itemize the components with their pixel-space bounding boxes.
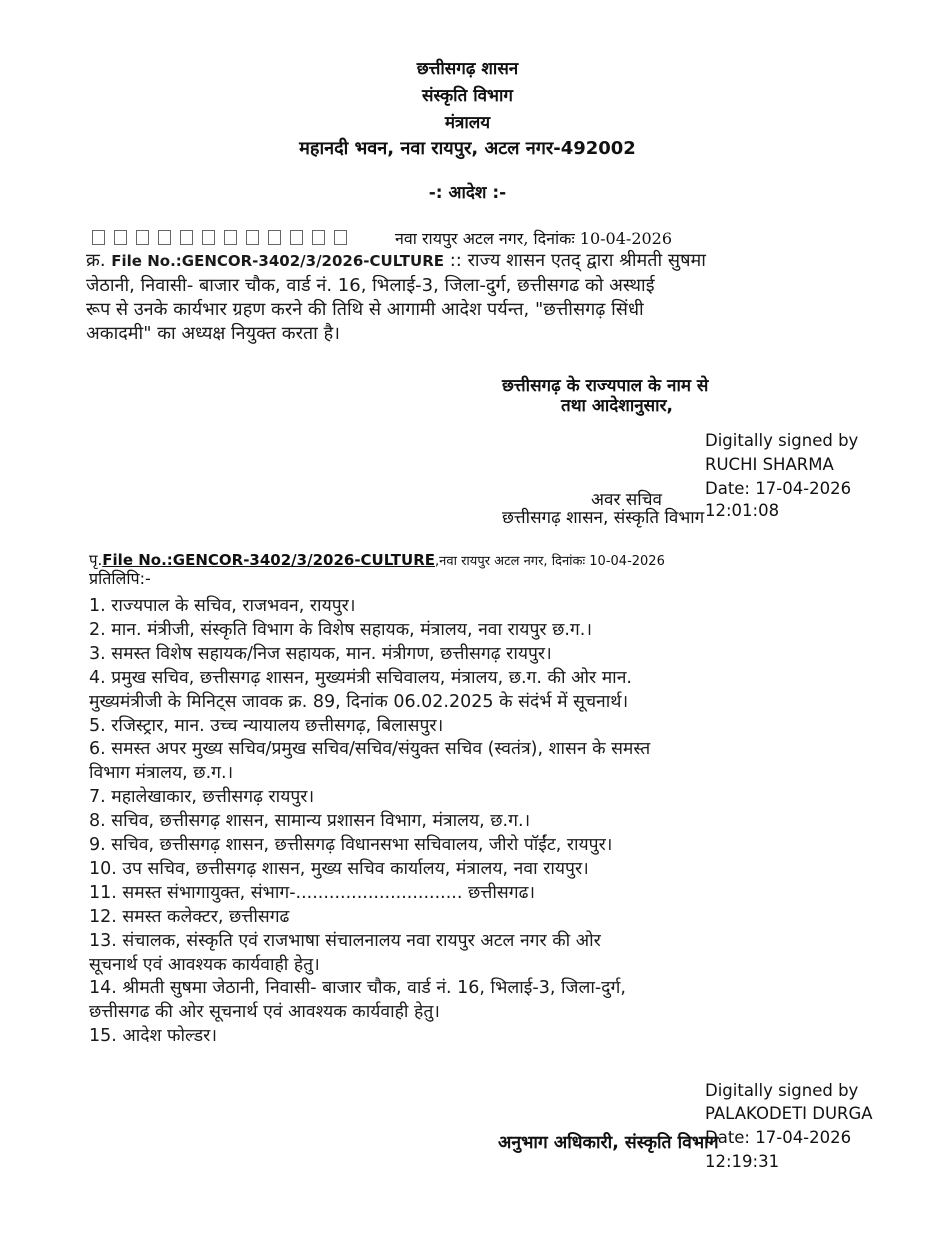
copy-ref-prefix: पृ. [89,551,103,569]
header-department: संस्कृति विभाग [422,86,513,106]
signature2-name: PALAKODETI DURGA [705,1104,873,1123]
authority-line-1: छत्तीसगढ़ के राज्यपाल के नाम से [502,376,709,396]
missing-glyph-box [312,230,325,245]
copy-list-line: 9. सचिव, छत्तीसगढ़ शासन, छत्तीसगढ़ विधानसभा सचिवालय, जीरो पॉईंट, रायपुर। [89,835,613,855]
header-address: महानदी भवन, नवा रायपुर, अटल नगर-492002 [299,138,636,159]
order-line-1 [86,250,706,272]
order-ref-prefix: क्र. [86,250,106,271]
copy-list-line: 2. मान. मंत्रीजी, संस्कृति विभाग के विशेष सहायक, मंत्रालय, नवा रायपुर छ.ग.। [89,619,592,640]
copy-list-line: 1. राज्यपाल के सचिव, राजभवन, रायपुर। [89,596,356,616]
copy-ref-line [89,550,665,570]
copy-heading: प्रतिलिपि:- [89,569,151,588]
missing-glyph-box [180,230,193,245]
missing-glyph-box [114,230,127,245]
order-title: -: आदेश :- [428,183,507,203]
missing-glyph-box [268,230,281,245]
missing-glyph-box [224,230,237,245]
order-line-3: रूप से उनके कार्यभार ग्रहण करने की तिथि से आगामी आदेश पर्यन्त, "छत्तीसगढ़ सिंधी [86,299,644,320]
signature2-designation: अनुभाग अधिकारी, संस्कृति विभाग [498,1133,719,1153]
copy-file-number: File No.:GENCOR-3402/3/2026-CULTURE [102,551,436,569]
signature1-label: Digitally signed by [705,431,859,450]
order-line-1-text: :: राज्य शासन एतद् द्वारा श्रीमती सुषमा [444,250,706,271]
copy-place: ,नवा रायपुर अटल नगर, दिनांकः 10-04-2026 [435,554,665,569]
copy-list-line: 12. समस्त कलेक्टर, छत्तीसगढ [89,906,290,927]
missing-glyph-box [246,230,259,245]
order-line-2: जेठानी, निवासी- बाजार चौक, वार्ड नं. 16, भिलाई-3, जिला-दुर्ग, छत्तीसगढ को अस्थाई [86,275,655,296]
missing-glyph-box [290,230,303,245]
copy-list-line: 4. प्रमुख सचिव, छत्तीसगढ़ शासन, मुख्यमंत्री सचिवालय, मंत्रालय, छ.ग. की ओर मान. [89,667,632,688]
missing-glyph-box [202,230,215,245]
order-line-4: अकादमी" का अध्यक्ष नियुक्त करता है। [86,323,340,344]
copy-list-line: 11. समस्त संभागायुक्त, संभाग-.............................. छत्तीसगढ। [89,882,536,903]
order-file-number: File No.:GENCOR-3402/3/2026-CULTURE [111,252,444,270]
copy-list-line: विभाग मंत्रालय, छ.ग.। [89,763,234,784]
missing-glyph-box [92,230,105,245]
signature1-date: Date: 17-04-2026 [705,479,852,498]
copy-list-line: 5. रजिस्ट्रार, मान. उच्च न्यायालय छत्तीसगढ़, बिलासपुर। [89,715,444,736]
signature1-department: छत्तीसगढ़ शासन, संस्कृति विभाग [502,508,705,528]
copy-list-line: 15. आदेश फोल्डर। [89,1026,217,1047]
header-ministry: मंत्रालय [444,113,491,133]
signature2-time: 12:19:31 [705,1152,780,1171]
authority-line-2: तथा आदेशानुसार, [561,396,673,416]
signature1-name: RUCHI SHARMA [705,455,834,474]
missing-glyph-boxes [92,228,356,247]
missing-glyph-box [158,230,171,245]
missing-glyph-box [334,230,347,245]
copy-list-line: 6. समस्त अपर मुख्य सचिव/प्रमुख सचिव/सचिव/संयुक्त सचिव (स्वतंत्र), शासन के समस्त [89,739,651,760]
copy-list-line: सूचनार्थ एवं आवश्यक कार्यवाही हेतु। [89,954,320,975]
copy-list-line: 3. समस्त विशेष सहायक/निज सहायक, मान. मंत्रीगण, छत्तीसगढ़ रायपुर। [89,643,552,664]
signature2-label: Digitally signed by [705,1081,859,1100]
copy-list-line: मुख्यमंत्रीजी के मिनिट्स जावक क्र. 89, दिनांक 06.02.2025 के संदंर्भ में सूचनार्थ। [89,691,629,712]
signature1-time: 12:01:08 [705,501,780,520]
missing-glyph-box [136,230,149,245]
copy-list-line: 8. सचिव, छत्तीसगढ़ शासन, सामान्य प्रशासन विभाग, मंत्रालय, छ.ग.। [89,811,531,832]
copy-list-line: छत्तीसगढ की ओर सूचनार्थ एवं आवश्यक कार्यवाही हेतु। [89,1002,440,1023]
copy-list-line: 7. महालेखाकार, छत्तीसगढ़ रायपुर। [89,787,315,808]
copy-list-line: 10. उप सचिव, छत्तीसगढ़ शासन, मुख्य सचिव कार्यालय, मंत्रालय, नवा रायपुर। [89,858,589,879]
signature2-date: Date: 17-04-2026 [705,1128,852,1147]
signature1-designation: अवर सचिव [591,490,662,510]
order-place-date: नवा रायपुर अटल नगर, दिनांकः 10-04-2026 [395,229,673,248]
copy-list-line: 14. श्रीमती सुषमा जेठानी, निवासी- बाजार चौक, वार्ड नं. 16, भिलाई-3, जिला-दुर्ग, [89,978,626,999]
header-government: छत्तीसगढ़ शासन [416,59,519,79]
copy-list-line: 13. संचालक, संस्कृति एवं राजभाषा संचालनालय नवा रायपुर अटल नगर की ओर [89,930,601,951]
